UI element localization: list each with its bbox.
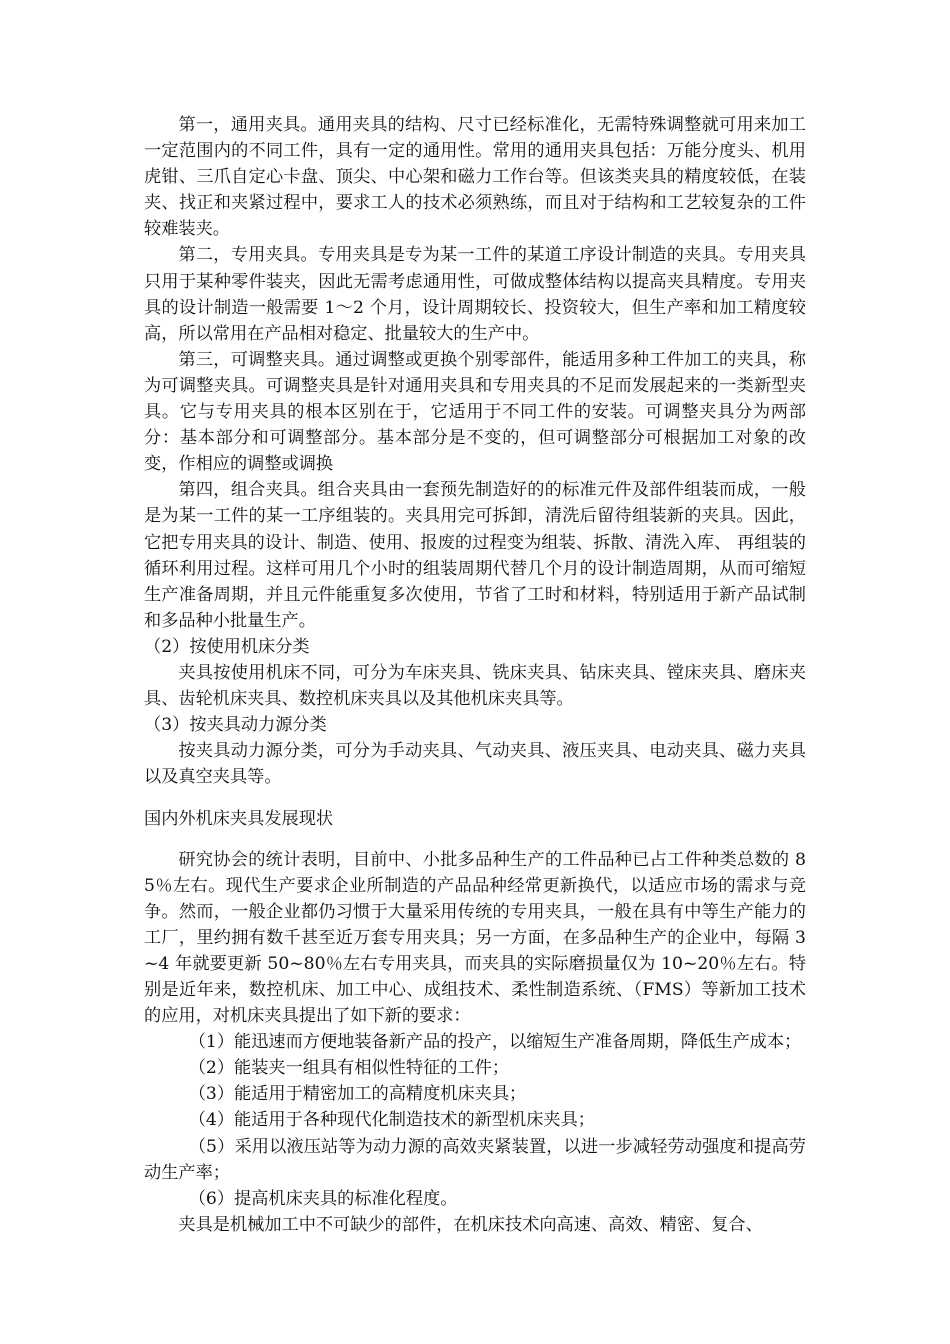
requirement-item-1: （1）能迅速而方便地装备新产品的投产，以缩短生产准备周期，降低生产成本； [188,1032,802,1053]
paragraph-special-fixtures: 第二，专用夹具。专用夹具是专为某一工件的某道工序设计制造的夹具。专用夹具只用于某种零件装夹，因此无需考虑通用性，可做成整体结构以提高夹具精度。专用夹具的设计制造一般需要 1～2 个月，设计周期较长、投资较大，但生产率和加工精度较高，所以常用在产品相对稳定、批量较大的生产中。 [144,245,806,344]
requirement-item-6: （6）提高机床夹具的标准化程度。 [188,1188,458,1209]
requirement-item-5: （5）采用以液压站等为动力源的高效夹紧装置，以进一步减轻劳动强度和提高劳动生产率； [144,1136,806,1183]
paragraph-by-machine-type: 夹具按使用机床不同，可分为车床夹具、铣床夹具、钻床夹具、镗床夹具、磨床夹具、齿轮机床夹具、数控机床夹具以及其他机床夹具等。 [144,662,806,710]
requirement-item-2: （2）能装夹一组具有相似性特征的工件； [188,1058,510,1079]
requirement-item-3: （3）能适用于精密加工的高精度机床夹具； [188,1084,527,1105]
paragraph-adjustable-fixtures: 第三，可调整夹具。通过调整或更换个别零部件，能适用多种工件加工的夹具，称为可调整夹具。可调整夹具是针对通用夹具和专用夹具的不足而发展起来的一类新型夹具。它与专用夹具的根本区别在于，它适用于不同工件的安装。可调整夹具分为两部分：基本部分和可调整部分。基本部分是不变的，但可调整部分可根据加工对象的改变，作相应的调整或调换 [144,349,806,475]
section-title: 国内外机床夹具发展现状 [144,809,334,830]
paragraph-modular-fixtures: 第四，组合夹具。组合夹具由一套预先制造好的的标准元件及部件组装而成，一般是为某一工件的某一工序组装的。夹具用完可拆卸，清洗后留待组装新的夹具。因此，它把专用夹具的设计、制造、使用、报废的过程变为组装、拆散、清洗入库、 再组装的循环利用过程。这样可用几个小时的组装周期代替几个月的设计制造周期，从而可缩短生产准备周期，并且元件能重复多次使用，节省了工时和材料，特别适用于新产品试制和多品种小批量生产。 [144,480,806,631]
paragraph-conclusion: 夹具是机械加工中不可缺少的部件，在机床技术向高速、高效、精密、复合、 [178,1214,763,1235]
paragraph-by-power-source: 按夹具动力源分类，可分为手动夹具、气动夹具、液压夹具、电动夹具、磁力夹具以及真空夹具等。 [144,741,806,788]
document-page [144,112,806,1238]
paragraph-general-fixtures: 第一，通用夹具。通用夹具的结构、尺寸已经标准化，无需特殊调整就可用来加工一定范围内的不同工件，具有一定的通用性。常用的通用夹具包括：万能分度头、机用虎钳、三爪自定心卡盘、顶尖、中心架和磁力工作台等。但该类夹具的精度较低，在装夹、找正和夹紧过程中，要求工人的技术必须熟练，而且对于结构和工艺较复杂的工件较难装夹。 [144,115,806,240]
requirement-item-4: （4）能适用于各种现代化制造技术的新型机床夹具； [188,1110,595,1131]
heading-by-machine-type: （2）按使用机床分类 [144,636,310,657]
paragraph-statistics: 研究协会的统计表明，目前中、小批多品种生产的工件品种已占工件种类总数的 85％左右。现代生产要求企业所制造的产品品种经常更新换代，以适应市场的需求与竞争。然而，一般企业都仍习惯于大量采用传统的专用夹具，一般在具有中等生产能力的工厂，里约拥有数千甚至近万套专用夹具；另一方面，在多品种生产的企业中，每隔 3~4 年就要更新 50~80％左右专用夹具，而夹具的实际磨损量仅为 10~20％左右。特别是近年来，数控机床、加工中心、成组技术、柔性制造系统、（FMS）等新加工技术的应用，对机床夹具提出了如下新的要求： [144,849,806,1027]
heading-by-power-source: （3）按夹具动力源分类 [144,715,327,736]
